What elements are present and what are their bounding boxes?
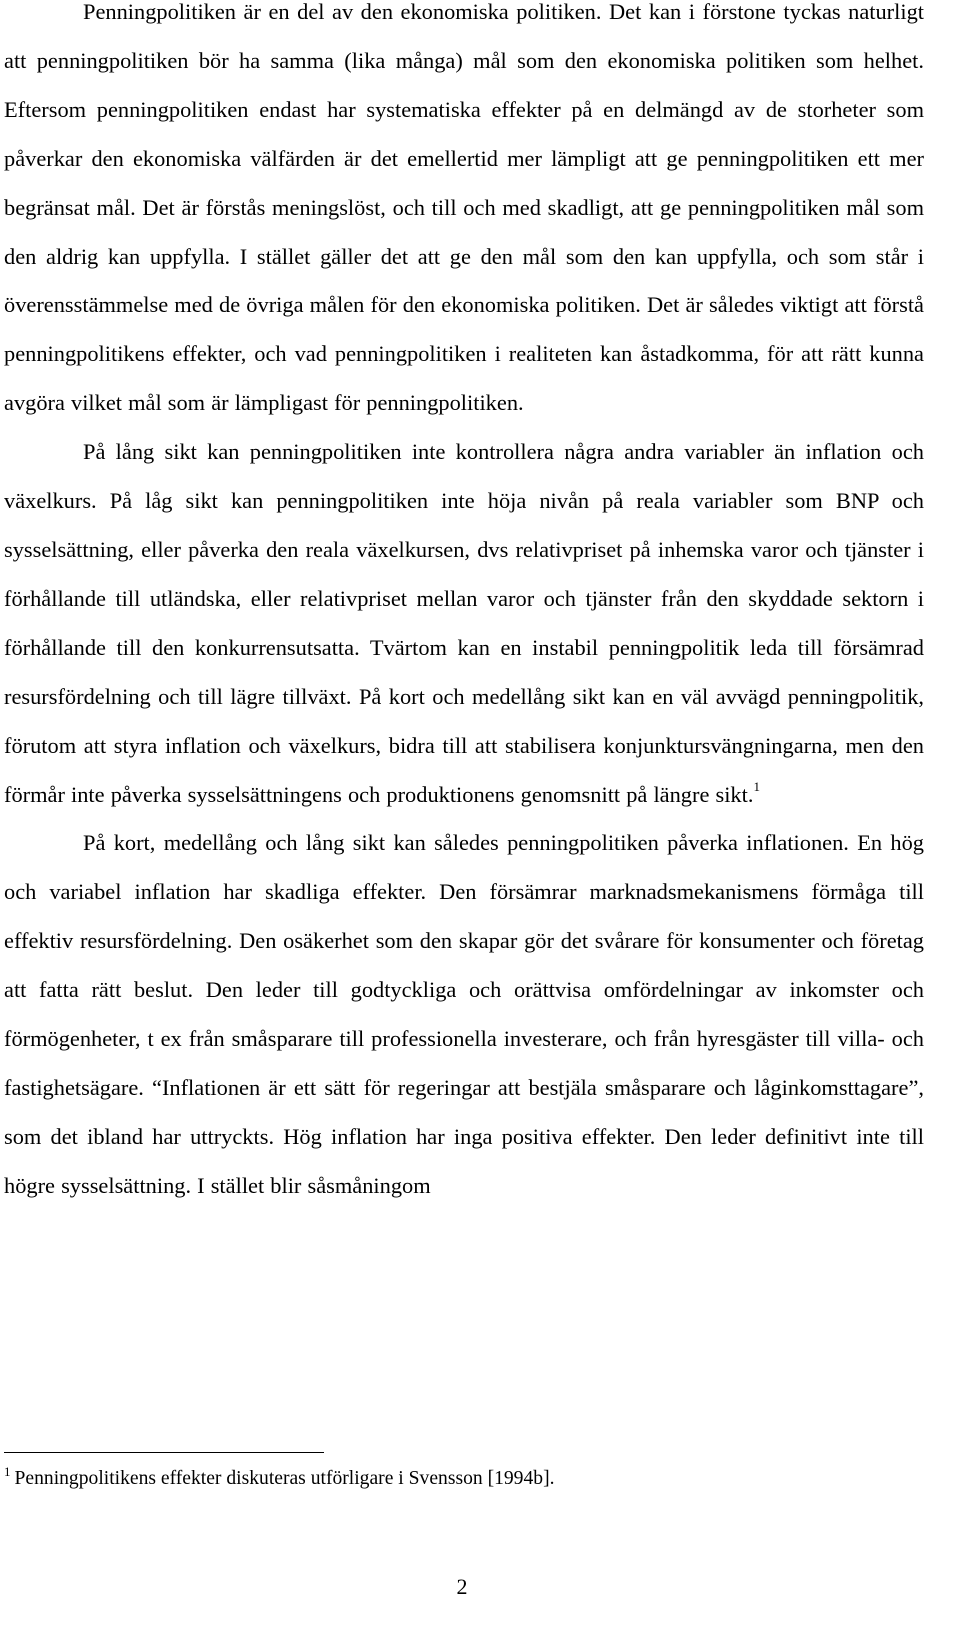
footnote <box>4 1466 924 1492</box>
document-body <box>4 0 924 1211</box>
footnote-reference[interactable]: 1 <box>753 778 760 794</box>
paragraph-2 <box>4 428 924 819</box>
paragraph-3: På kort, medellång och lång sikt kan således penningpolitiken påverka inflationen. En hög och variabel inflation har skadliga effekter. Den försämrar marknadsmekanismens förmåga till effektiv resursfördelning. Den osäkerhet som den skapar gör det svårare för konsumenter och företag att fatta rätt beslut. Den leder till godtyckliga och orättvisa omfördelningar av inkomster och förmögenheter, t ex från småsparare till professionella investerare, och från hyresgäster till villa- och fastighetsägare. “Inflationen är ett sätt för regeringar att bestjäla småsparare och låginkomsttagare”, som det ibland har uttryckts. Hög inflation har inga positiva effekter. Den leder definitivt inte till högre sysselsättning. I stället blir såsmåningom <box>4 830 924 1198</box>
paragraph-1: Penningpolitiken är en del av den ekonomiska politiken. Det kan i förstone tyckas naturligt att penningpolitiken bör ha samma (lika många) mål som den ekonomiska politiken som helhet. Eftersom penningpolitiken endast har systematiska effekter på en delmängd av de storheter som påverkar den ekonomiska välfärden är det emellertid mer lämpligt att ge penningpolitiken ett mer begränsat mål. Det är förstås meningslöst, och till och med skadligt, att ge penningpolitiken mål som den aldrig kan uppfylla. I stället gäller det att ge den mål som den kan uppfylla, och som står i överensstämmelse med de övriga målen för den ekonomiska politiken. Det är således viktigt att förstå penningpolitikens effekter, och vad penningpolitiken i realiteten kan åstadkomma, för att rätt kunna avgöra vilket mål som är lämpligast för penningpolitiken. <box>4 0 924 416</box>
paragraph-2-text: På lång sikt kan penningpolitiken inte kontrollera några andra variabler än inflation och växelkurs. På låg sikt kan penningpolitiken inte höja nivån på reala variabler som BNP och sysselsättning, eller påverka den reala växelkursen, dvs relativpriset på inhemska varor och tjänster i förhållande till utländska, eller relativpriset mellan varor och tjänster från den skyddade sektorn i förhållande till den konkurrensutsatta. Tvärtom kan en instabil penningpolitik leda till försämrad resursfördelning och till lägre tillväxt. På kort och medellång sikt kan en väl avvägd penningpolitik, förutom att styra inflation och växelkurs, bidra till att stabilisera konjunktursvängningarna, men den förmår inte påverka sysselsättningens och produktionens genomsnitt på längre sikt. <box>4 439 924 807</box>
page-number: 2 <box>456 1574 468 1599</box>
footnote-text: Penningpolitikens effekter diskuteras utförligare i Svensson [1994b]. <box>14 1468 555 1489</box>
footnote-divider <box>4 1452 324 1453</box>
footnote-marker: 1 <box>4 1464 11 1479</box>
